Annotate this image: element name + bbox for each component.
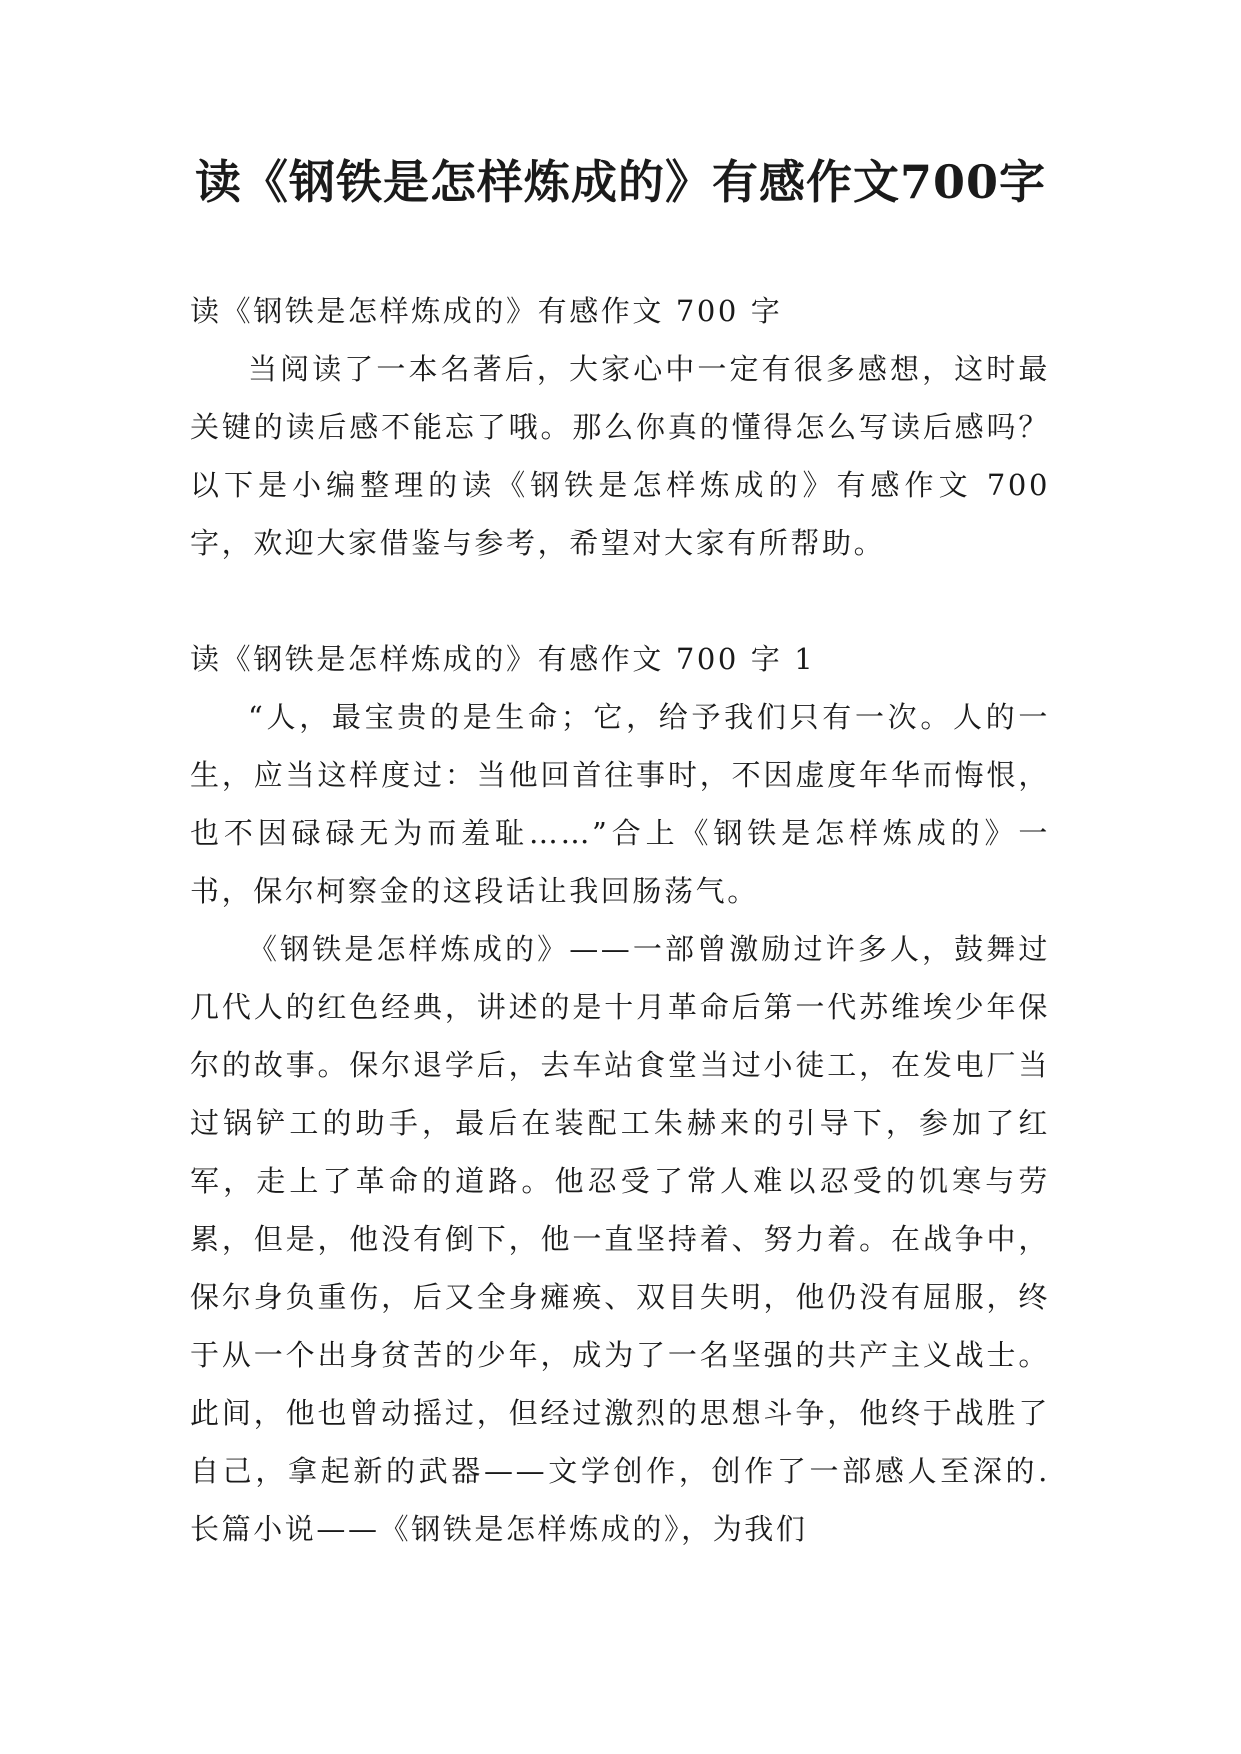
- intro-paragraph: 当阅读了一本名著后，大家心中一定有很多感想，这时最关键的读后感不能忘了哦。那么你真的懂得怎么写读后感吗？以下是小编整理的读《钢铁是怎样炼成的》有感作文 700 字，欢迎大家借鉴与参考，希望对大家有所帮助。: [190, 352, 1050, 560]
- section-paragraph-quote: “人，最宝贵的是生命；它，给予我们只有一次。人的一生，应当这样度过：当他回首往事时，不因虚度年华而悔恨，也不因碌碌无为而羞耻……”合上《钢铁是怎样炼成的》一书，保尔柯察金的这段话让我回肠荡气。: [190, 700, 1050, 908]
- intro-heading: 读《钢铁是怎样炼成的》有感作文 700 字: [190, 294, 783, 328]
- document-body: [190, 282, 1050, 1558]
- document-title: 读《钢铁是怎样炼成的》有感作文700字: [194, 155, 1047, 209]
- section-paragraph-summary: 《钢铁是怎样炼成的》——一部曾激励过许多人，鼓舞过几代人的红色经典，讲述的是十月革命后第一代苏维埃少年保尔的故事。保尔退学后，去车站食堂当过小徒工，在发电厂当过锅铲工的助手，最后在装配工朱赫来的引导下，参加了红军，走上了革命的道路。他忍受了常人难以忍受的饥寒与劳累，但是，他没有倒下，他一直坚持着、努力着。在战争中，保尔身负重伤，后又全身瘫痪、双目失明，他仍没有屈服，终于从一个出身贫苦的少年，成为了一名坚强的共产主义战士。此间，他也曾动摇过，但经过激烈的思想斗争，他终于战胜了自己，拿起新的武器——文学创作，创作了一部感人至深的.长篇小说——《钢铁是怎样炼成的》，为我们: [190, 932, 1050, 1546]
- section-heading: 读《钢铁是怎样炼成的》有感作文 700 字 1: [190, 642, 816, 676]
- section-spacer: [190, 572, 1050, 630]
